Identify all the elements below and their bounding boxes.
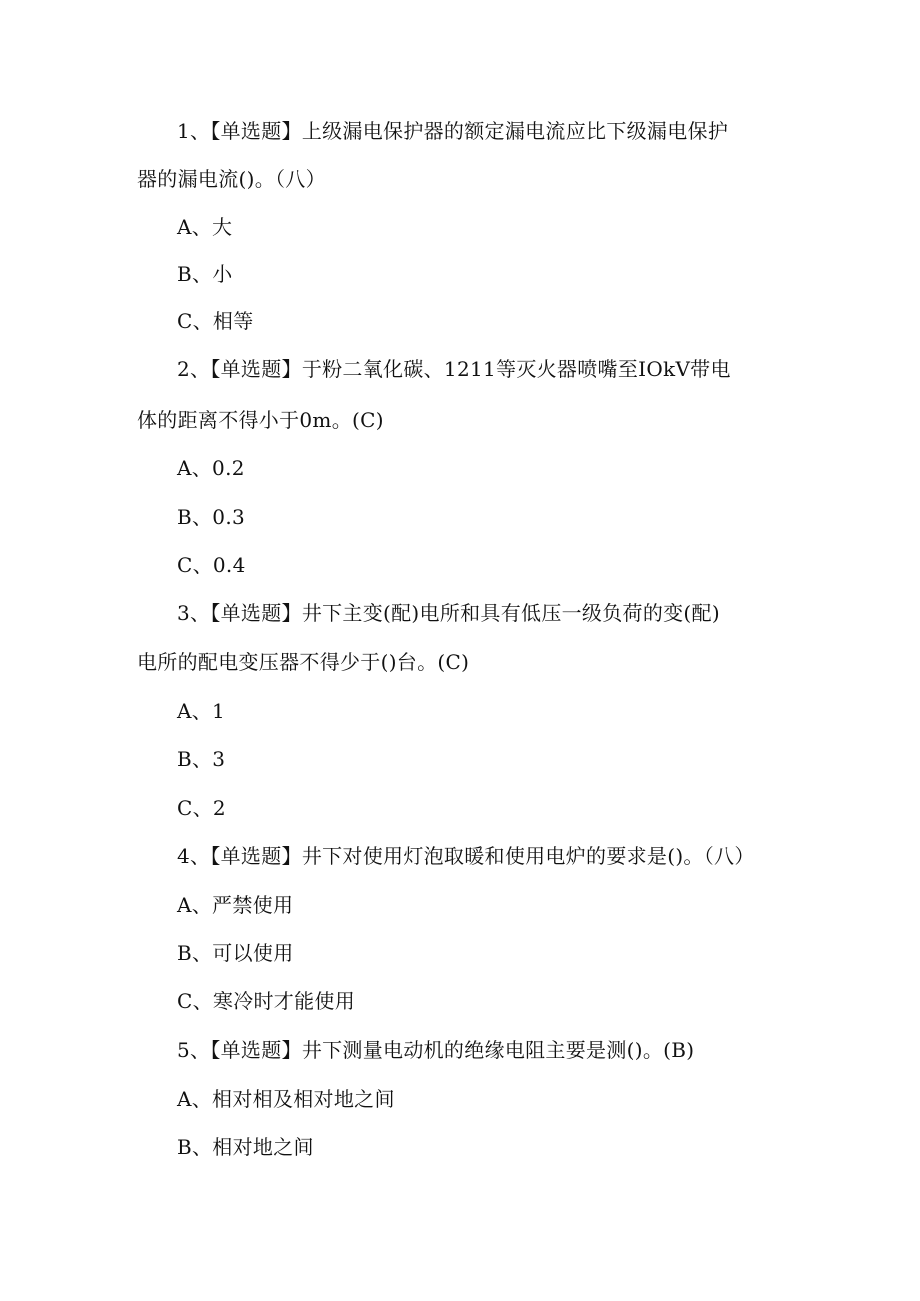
- question-4-option-a: A、严禁使用: [177, 893, 294, 917]
- question-5-option-a: A、相对相及相对地之间: [177, 1087, 395, 1111]
- question-1-stem-line-1: 1、【单选题】上级漏电保护器的额定漏电流应比下级漏电保护: [177, 119, 729, 143]
- question-4-stem-line-1: 4、【单选题】井下对使用灯泡取暖和使用电炉的要求是()。（八）: [177, 844, 755, 868]
- question-3-option-c: C、2: [177, 796, 226, 820]
- question-1-option-a: A、大: [177, 215, 233, 239]
- question-5-stem-line-1: 5、【单选题】井下测量电动机的绝缘电阻主要是测()。(B): [177, 1038, 695, 1062]
- question-2-option-c: C、0.4: [177, 553, 246, 577]
- question-5-option-b: B、相对地之间: [177, 1135, 314, 1159]
- question-3-stem-line-1: 3、【单选题】井下主变(配)电所和具有低压一级负荷的变(配): [177, 601, 720, 625]
- question-2-option-a: A、0.2: [177, 456, 245, 480]
- question-1-stem-line-2: 器的漏电流()。（八）: [137, 167, 326, 191]
- question-1-option-c: C、相等: [177, 309, 254, 333]
- question-1-option-b: B、小: [177, 262, 233, 286]
- question-4-option-b: B、可以使用: [177, 941, 294, 965]
- question-2-stem-line-2: 体的距离不得小于0m。(C): [137, 408, 384, 432]
- question-2-option-b: B、0.3: [177, 505, 246, 529]
- question-3-option-a: A、1: [177, 699, 226, 723]
- question-4-option-c: C、寒冷时才能使用: [177, 989, 356, 1013]
- question-3-stem-line-2: 电所的配电变压器不得少于()台。(C): [137, 650, 470, 674]
- question-3-option-b: B、3: [177, 747, 226, 771]
- question-2-stem-line-1: 2、【单选题】于粉二氧化碳、1211等灭火器喷嘴至IOkV带电: [177, 357, 731, 381]
